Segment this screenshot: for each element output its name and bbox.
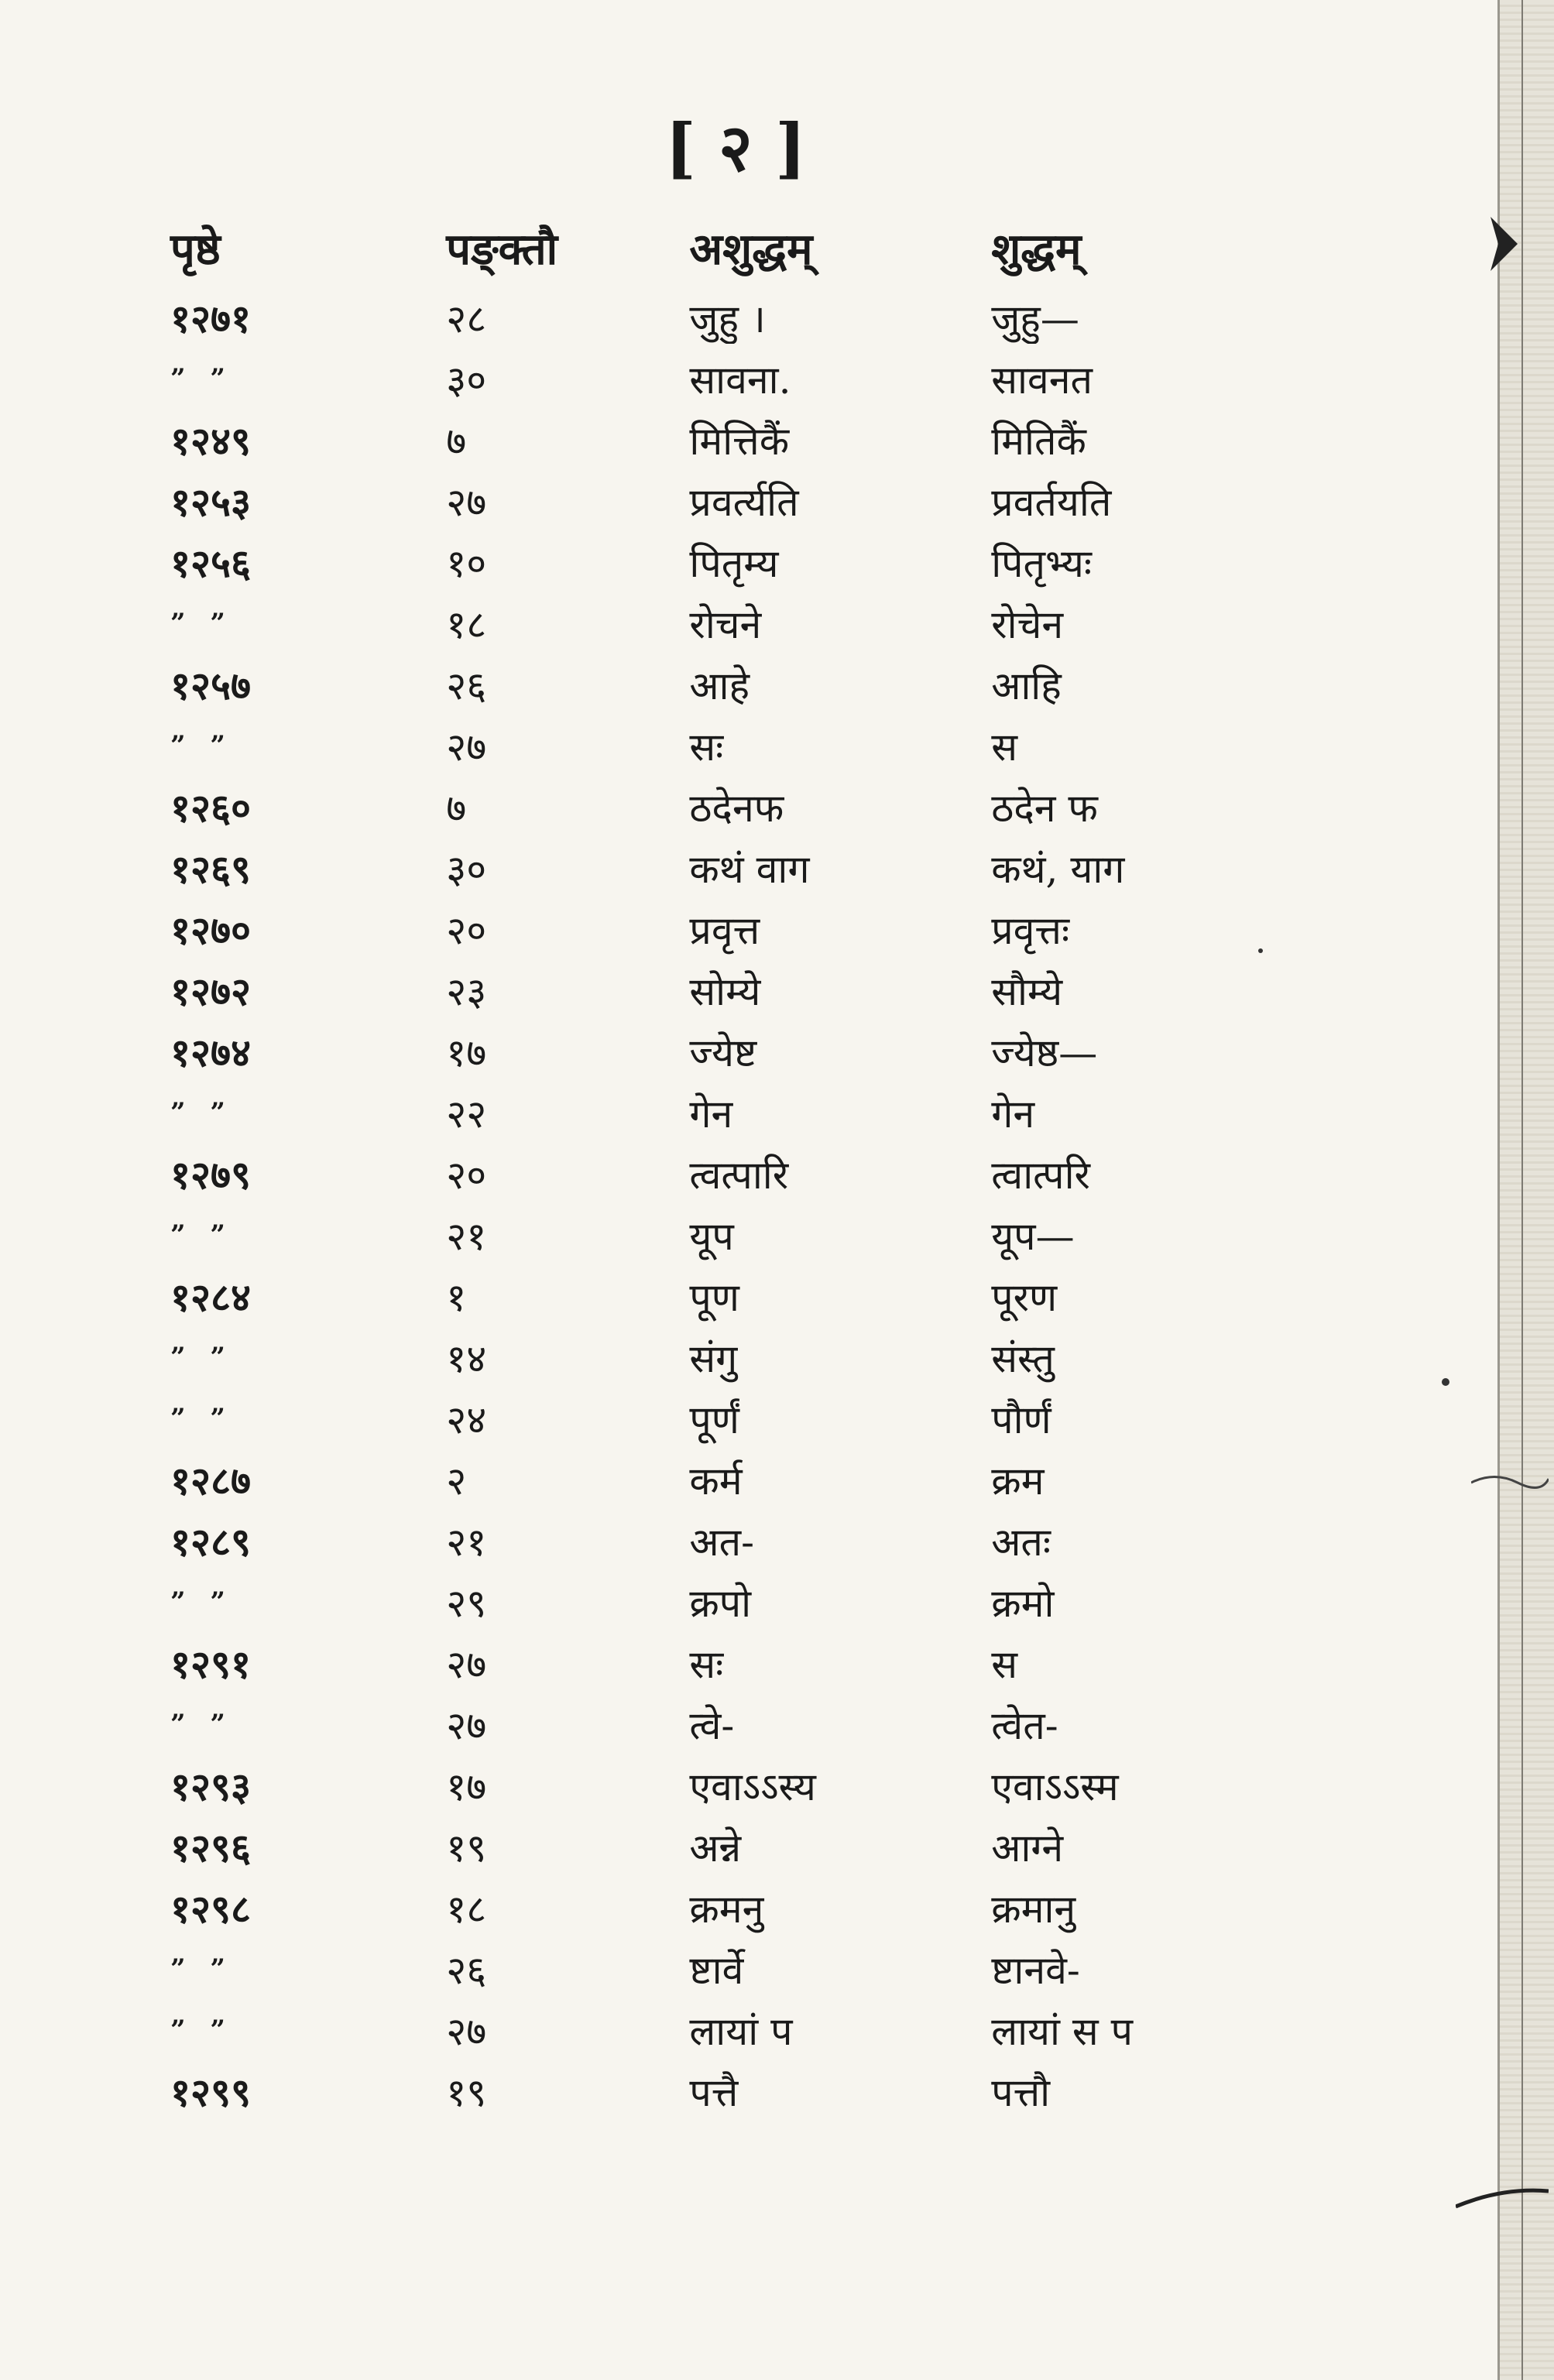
table-row <box>155 2060 1278 2121</box>
table-row <box>155 837 1278 898</box>
cell-incorrect: सावना. <box>689 357 791 403</box>
cell-correct: एवाऽऽस्म <box>991 1764 1119 1809</box>
cell-line: १७ <box>446 1030 487 1075</box>
table-row <box>155 1387 1278 1449</box>
cell-line: १९ <box>446 1825 487 1871</box>
cell-line: २६ <box>446 1947 487 1993</box>
ink-speck <box>1442 1378 1449 1386</box>
cell-incorrect: कथं वाग <box>689 846 810 892</box>
table-row <box>155 1449 1278 1510</box>
binding-mark-curl-icon <box>1471 1467 1549 1498</box>
cell-incorrect: प्रवृत्त <box>689 907 760 953</box>
binding-mark-tick-icon <box>1456 2183 1549 2214</box>
cell-page: ” ” <box>170 1341 233 1373</box>
cell-line: १४ <box>446 1336 487 1381</box>
cell-incorrect: पितृम्य <box>689 540 779 586</box>
table-row <box>155 1082 1278 1143</box>
table-row <box>155 1754 1278 1816</box>
cell-correct: आहि <box>991 663 1062 708</box>
cell-correct: संस्तु <box>991 1336 1055 1381</box>
cell-incorrect: पूण <box>689 1274 739 1320</box>
cell-line: २६ <box>446 663 487 708</box>
table-row <box>155 1265 1278 1326</box>
table-row <box>155 776 1278 837</box>
cell-correct: प्रवर्तयति <box>991 479 1112 525</box>
cell-page: १२७९ <box>170 1151 251 1198</box>
table-row <box>155 1999 1278 2060</box>
cell-line: १ <box>446 1274 467 1320</box>
cell-page: १२५६ <box>170 540 251 586</box>
header-line: पङ्क्तौ <box>446 224 558 275</box>
table-row <box>155 1816 1278 1877</box>
cell-incorrect: रोचने <box>689 602 762 647</box>
cell-page: १२७१ <box>170 295 251 341</box>
cell-page: ” ” <box>170 1953 233 1984</box>
cell-correct: स <box>991 724 1017 770</box>
cell-line: १८ <box>446 602 487 647</box>
cell-line: १७ <box>446 1764 487 1809</box>
cell-correct: अतः <box>991 1519 1051 1565</box>
header-incorrect: अशुद्धम् <box>689 224 813 275</box>
cell-line: २० <box>446 907 487 953</box>
cell-incorrect: अत- <box>689 1519 754 1565</box>
table-row <box>155 1020 1278 1082</box>
cell-page: ” ” <box>170 1219 233 1250</box>
header-page: पृष्ठे <box>170 224 221 275</box>
cell-line: २ <box>446 1458 467 1504</box>
cell-page: १२६० <box>170 784 251 831</box>
table-row <box>155 592 1278 653</box>
cell-page: ” ” <box>170 1586 233 1617</box>
cell-correct: प्रवृत्तः <box>991 907 1070 953</box>
cell-correct: पौर्णं <box>991 1397 1051 1442</box>
cell-line: १९ <box>446 2070 487 2115</box>
cell-correct: ठदेन फ <box>991 785 1098 831</box>
cell-line: ३० <box>446 846 487 892</box>
cell-correct: त्वेत- <box>991 1703 1058 1748</box>
table-row <box>155 1510 1278 1571</box>
cell-incorrect: यूप <box>689 1213 734 1259</box>
cell-correct: पत्तौ <box>991 2070 1051 2115</box>
cell-correct: लायां स प <box>991 2008 1133 2054</box>
cell-correct: पितृभ्यः <box>991 540 1092 586</box>
cell-line: २७ <box>446 479 487 525</box>
cell-correct: क्रमो <box>991 1580 1055 1626</box>
cell-incorrect: पूर्णं <box>689 1397 739 1442</box>
table-row <box>155 715 1278 776</box>
cell-correct: सावनत <box>991 357 1093 403</box>
cell-page: ” ” <box>170 729 233 761</box>
table-row <box>155 470 1278 531</box>
cell-page: ” ” <box>170 607 233 639</box>
table-row <box>155 653 1278 715</box>
cell-incorrect: प्रवर्त्यति <box>689 479 799 525</box>
cell-incorrect: संगु <box>689 1336 738 1381</box>
cell-page: १२४९ <box>170 417 251 464</box>
cell-incorrect: ज्येष्ट <box>689 1030 757 1075</box>
table-header-row <box>155 209 1278 286</box>
cell-page: १२५७ <box>170 662 251 708</box>
cell-line: २७ <box>446 724 487 770</box>
table-row <box>155 1938 1278 1999</box>
table-body <box>155 286 1278 2121</box>
table-row <box>155 1632 1278 1693</box>
cell-incorrect: त्वे- <box>689 1703 735 1748</box>
cell-correct: क्रम <box>991 1458 1045 1504</box>
cell-correct: रोचेन <box>991 602 1064 647</box>
cell-page: ” ” <box>170 1708 233 1740</box>
table-row <box>155 409 1278 470</box>
cell-incorrect: क्रमनु <box>689 1886 764 1932</box>
page-binding-edge <box>1497 0 1554 2380</box>
cell-line: १० <box>446 540 487 586</box>
cell-incorrect: लायां प <box>689 2008 793 2054</box>
cell-incorrect: एवाऽऽस्य <box>689 1764 816 1809</box>
cell-line: २३ <box>446 969 487 1014</box>
cell-incorrect: मित्तिकैं <box>689 418 790 464</box>
binding-thread-line <box>1521 0 1523 2380</box>
cell-line: ७ <box>446 418 467 464</box>
cell-correct: ष्टानवे- <box>991 1947 1080 1993</box>
cell-page: १२९९ <box>170 2069 251 2115</box>
cell-page: १२६९ <box>170 845 251 892</box>
cell-line: २१ <box>446 1519 487 1565</box>
table-row <box>155 1204 1278 1265</box>
cell-line: २८ <box>446 296 487 341</box>
cell-incorrect: सोम्ये <box>689 969 761 1014</box>
cell-page: ” ” <box>170 362 233 394</box>
cell-page: १२८७ <box>170 1457 251 1504</box>
table-row <box>155 898 1278 959</box>
cell-line: २४ <box>446 1397 487 1442</box>
cell-incorrect: ठदेनफ <box>689 785 784 831</box>
cell-correct: आग्ने <box>991 1825 1064 1871</box>
errata-table <box>155 209 1278 2121</box>
cell-line: ३० <box>446 357 487 403</box>
cell-incorrect: पत्तै <box>689 2070 739 2115</box>
cell-correct: जुहु— <box>991 296 1079 341</box>
cell-correct: मितिकैं <box>991 418 1086 464</box>
cell-page: १२७२ <box>170 968 251 1014</box>
cell-page: १२९१ <box>170 1641 251 1687</box>
cell-correct: क्रमानु <box>991 1886 1076 1932</box>
cell-page: १२९३ <box>170 1763 251 1809</box>
cell-line: १८ <box>446 1886 487 1932</box>
cell-correct: गेन <box>991 1091 1035 1137</box>
cell-incorrect: आहे <box>689 663 750 708</box>
cell-incorrect: कर्म <box>689 1458 743 1504</box>
cell-line: २१ <box>446 1213 487 1259</box>
table-row <box>155 1326 1278 1387</box>
cell-line: २७ <box>446 1641 487 1687</box>
cell-page: १२९६ <box>170 1824 251 1871</box>
cell-line: २० <box>446 1152 487 1198</box>
cell-incorrect: ष्टार्वे <box>689 1947 744 1993</box>
cell-correct: यूप— <box>991 1213 1075 1259</box>
table-row <box>155 1877 1278 1938</box>
cell-incorrect: जुहु । <box>689 296 766 341</box>
cell-incorrect: सः <box>689 724 724 770</box>
cell-incorrect: सः <box>689 1641 724 1687</box>
cell-page: १२७० <box>170 907 251 953</box>
cell-line: २७ <box>446 2008 487 2054</box>
cell-line: २७ <box>446 1703 487 1748</box>
cell-page: १२७४ <box>170 1029 251 1075</box>
cell-page: १२८९ <box>170 1518 251 1565</box>
cell-line: २९ <box>446 1580 487 1626</box>
cell-correct: सौम्ये <box>991 969 1063 1014</box>
header-correct: शुद्धम् <box>991 224 1082 275</box>
table-row <box>155 1143 1278 1204</box>
table-row <box>155 1693 1278 1754</box>
cell-page: १२८४ <box>170 1274 251 1320</box>
cell-page: ” ” <box>170 1402 233 1434</box>
table-row <box>155 531 1278 592</box>
cell-page: ” ” <box>170 1096 233 1128</box>
binding-mark-arrow-icon <box>1487 209 1525 279</box>
page-number: [ २ ] <box>665 109 806 186</box>
table-row <box>155 348 1278 409</box>
cell-correct: पूरण <box>991 1274 1058 1320</box>
cell-incorrect: क्रपो <box>689 1580 752 1626</box>
cell-line: ७ <box>446 785 467 831</box>
table-row <box>155 1571 1278 1632</box>
cell-page: ” ” <box>170 2014 233 2046</box>
cell-correct: स <box>991 1641 1017 1687</box>
cell-page: १२५३ <box>170 478 251 525</box>
table-row <box>155 286 1278 348</box>
cell-correct: कथं, याग <box>991 846 1125 892</box>
cell-incorrect: अन्ने <box>689 1825 742 1871</box>
table-row <box>155 959 1278 1020</box>
cell-incorrect: त्वत्पारि <box>689 1152 789 1198</box>
cell-correct: ज्येष्ठ— <box>991 1030 1098 1075</box>
cell-page: १२९८ <box>170 1885 251 1932</box>
cell-line: २२ <box>446 1091 487 1137</box>
cell-correct: त्वात्परि <box>991 1152 1090 1198</box>
cell-incorrect: गेन <box>689 1091 733 1137</box>
